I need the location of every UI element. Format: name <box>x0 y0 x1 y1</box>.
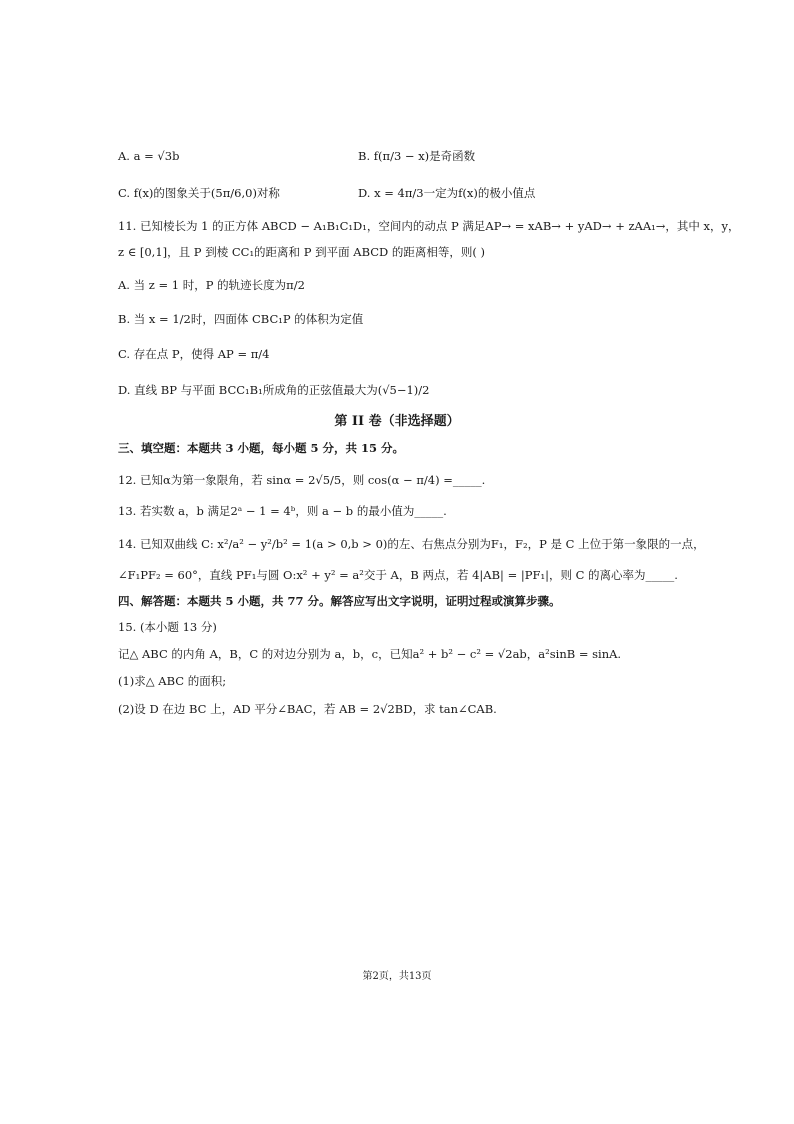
q15-stem: 记△ ABC 的内角 A，B，C 的对边分别为 a，b，c，已知a² + b² − c² = √2ab，a²sinB = sinA. <box>118 647 622 661</box>
q12-text: 12. 已知α为第一象限角，若 sinα = 2√5/5，则 cos(α − π/4) =_____. <box>118 473 486 487</box>
page-footer: 第2页，共13页 <box>362 971 432 982</box>
q15-header: 15. (本小题 13 分) <box>118 620 217 634</box>
q15-part1: (1)求△ ABC 的面积; <box>118 674 227 688</box>
part4-heading: 四、解答题：本题共 5 小题，共 77 分。解答应写出文字说明，证明过程或演算步骤。 <box>118 594 561 608</box>
section2-title: 第 II 卷（非选择题） <box>334 414 460 429</box>
q11-option-a: A. 当 z = 1 时，P 的轨迹长度为π/2 <box>118 278 305 292</box>
q11-stem-line2: z ∈ [0,1]，且 P 到棱 CC₁的距离和 P 到平面 ABCD 的距离相等，则( ) <box>118 245 486 259</box>
q14-line1: 14. 已知双曲线 C: x²/a² − y²/b² = 1(a > 0,b > 0)的左、右焦点分别为F₁，F₂，P 是 C 上位于第一象限的一点， <box>118 537 705 551</box>
q10-option-d: D. x = 4π/3一定为f(x)的极小值点 <box>358 186 536 200</box>
q11-option-d: D. 直线 BP 与平面 BCC₁B₁所成角的正弦值最大为(√5−1)/2 <box>118 383 430 397</box>
q11-option-c: C. 存在点 P，使得 AP = π/4 <box>118 347 270 361</box>
part3-heading: 三、填空题：本题共 3 小题，每小题 5 分，共 15 分。 <box>118 441 405 455</box>
q10-option-c: C. f(x)的图象关于(5π/6,0)对称 <box>118 186 280 200</box>
q10-option-a: A. a = √3b <box>118 149 180 163</box>
q14-line2: ∠F₁PF₂ = 60°，直线 PF₁与圆 O:x² + y² = a²交于 A，B 两点，若 4|AB| = |PF₁|，则 C 的离心率为_____. <box>118 568 678 582</box>
q11-stem-line1: 11. 已知棱长为 1 的正方体 ABCD − A₁B₁C₁D₁，空间内的动点 P 满足AP→ = xAB→ + yAD→ + zAA₁→，其中 x，y， <box>118 219 740 233</box>
q13-text: 13. 若实数 a，b 满足2ᵃ − 1 = 4ᵇ，则 a − b 的最小值为_____. <box>118 504 447 518</box>
q10-option-b: B. f(π/3 − x)是奇函数 <box>358 149 476 163</box>
q11-option-b: B. 当 x = 1/2时，四面体 CBC₁P 的体积为定值 <box>118 312 364 326</box>
q15-part2: (2)设 D 在边 BC 上，AD 平分∠BAC，若 AB = 2√2BD，求 tan∠CAB. <box>118 702 497 716</box>
